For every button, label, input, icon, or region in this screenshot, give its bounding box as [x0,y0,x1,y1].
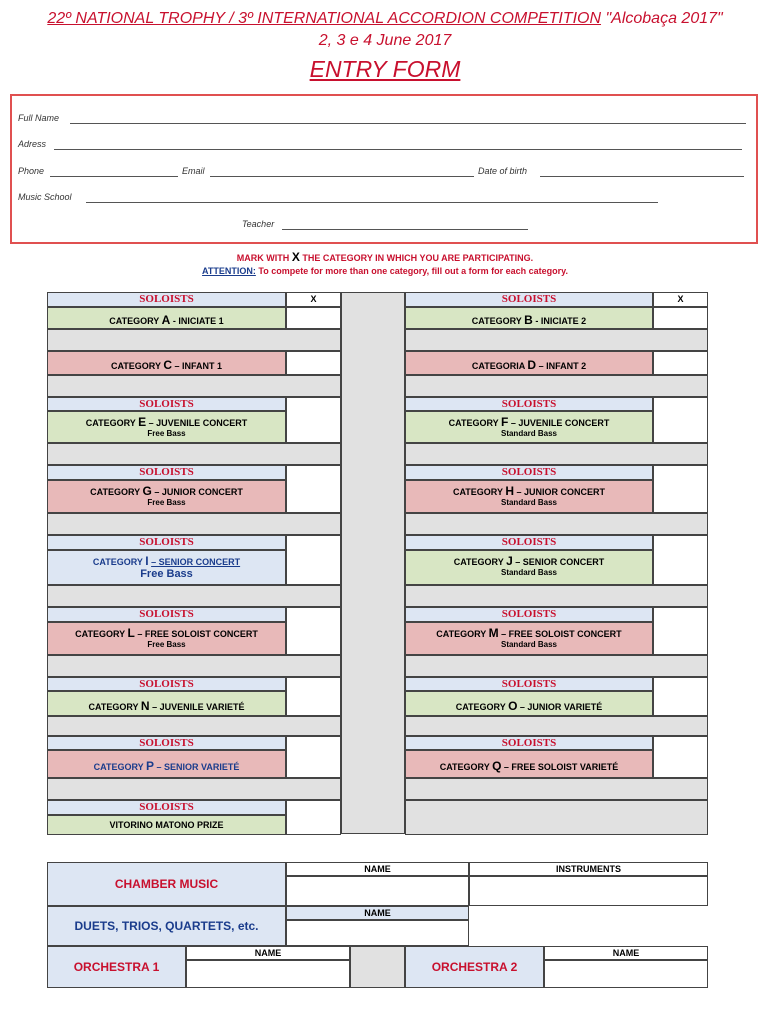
soloists-header-o: SOLOISTS [405,677,653,691]
teacher-field[interactable] [282,229,528,230]
row-spacer [405,375,708,397]
category-letter: E [138,415,147,429]
category-prefix: CATEGORY [439,762,490,772]
category-n-label [48,692,285,713]
attention-note [0,266,770,276]
mark-x: X [291,250,300,264]
row-spacer [47,443,341,465]
category-prefix: CATEGORY [452,487,503,497]
category-e-cell [47,411,286,443]
category-title: - INICIATE 1 [172,316,224,326]
category-a-checkbox[interactable] [286,307,341,329]
category-d-label [406,352,652,372]
category-h-cell [405,480,653,513]
full-name-label: Full Name [18,113,60,123]
category-o-checkbox[interactable] [653,677,708,716]
category-prefix: CATEGORY [110,361,161,371]
category-l-label [48,623,285,640]
category-prefix: CATEGORY [75,629,125,639]
category-m-label [406,623,652,640]
category-n-cell [47,691,286,716]
category-letter: J [506,554,513,568]
row-spacer [47,513,341,535]
category-e-checkbox[interactable] [286,397,341,443]
category-p-cell [47,750,286,778]
orchestra-divider [350,946,405,988]
category-o-cell [405,691,653,716]
category-title: – INFANT 1 [174,361,223,371]
category-prefix: CATEGORY [453,557,504,567]
category-d-cell [405,351,653,375]
category-j-label [406,551,652,568]
category-letter: D [527,358,537,372]
category-title: - INICIATE 2 [535,316,587,326]
chamber-name-field[interactable] [286,876,469,906]
category-title: – JUVENILE CONCERT [510,418,610,428]
category-prefix: CATEGORY [88,701,139,712]
attention-text: To compete for more than one category, fill out a form for each category. [258,266,568,276]
soloists-header-p: SOLOISTS [47,736,286,750]
category-g-label [48,481,285,498]
soloists-header-g: SOLOISTS [47,465,286,480]
category-bass-type: Standard Bass [500,568,558,577]
orchestra-2-label: ORCHESTRA 2 [405,946,544,988]
category-j-checkbox[interactable] [653,535,708,585]
category-h-label [406,481,652,498]
category-title: – JUNIOR CONCERT [516,487,606,497]
category-title: – FREE SOLOIST CONCERT [137,629,258,639]
row-spacer [47,655,341,677]
center-divider [341,292,405,834]
chamber-instruments-header: INSTRUMENTS [469,862,708,876]
category-e-label [48,412,285,429]
soloists-header-i: SOLOISTS [47,535,286,550]
row-spacer [47,778,341,800]
category-letter: G [142,484,152,498]
teacher-label: Teacher [242,219,275,229]
mark-instruction [0,250,770,264]
row-spacer [47,329,341,351]
orchestra-1-name-header: NAME [186,946,350,960]
category-prefix: CATEGORY [85,418,136,428]
phone-field[interactable] [50,176,178,177]
category-bass-type: Standard Bass [500,429,558,438]
soloists-header-e: SOLOISTS [47,397,286,411]
soloists-header-j: SOLOISTS [405,535,653,550]
soloists-header-b: SOLOISTS [405,292,653,307]
category-title: – SENIOR CONCERT [515,557,605,567]
form-title: ENTRY FORM [309,56,461,82]
row-spacer [405,655,708,677]
mark-instruction-b: THE CATEGORY IN WHICH YOU ARE PARTICIPATING. [302,253,534,263]
category-prefix: CATEGORIA [471,361,525,371]
category-bass-type: Free Bass [147,429,186,438]
category-o-label [406,692,652,713]
category-prefix: CATEGORY [455,701,506,712]
duets-name-field[interactable] [286,920,469,946]
category-b-cell [405,307,653,329]
dob-field[interactable] [540,176,744,177]
category-f-label [406,412,652,429]
category-b-checkbox[interactable] [653,307,708,329]
empty-cell [405,800,708,835]
category-q-cell [405,750,653,778]
soloists-header-m: SOLOISTS [405,607,653,622]
category-prefix: CATEGORY [92,557,143,567]
category-letter: I [145,554,149,568]
soloists-header-a: SOLOISTS [47,292,286,307]
category-h-checkbox[interactable] [653,465,708,513]
row-spacer [405,778,708,800]
category-title: – INFANT 2 [538,361,587,371]
soloists-header-h: SOLOISTS [405,465,653,480]
orchestra-2-name-field[interactable] [544,960,708,988]
orchestra-2-name-header: NAME [544,946,708,960]
address-label: Adress [18,139,47,149]
category-m-cell [405,622,653,655]
category-bass-type: Standard Bass [500,498,558,507]
row-spacer [405,513,708,535]
email-label: Email [182,166,205,176]
x-header-left: X [286,292,341,307]
category-q-label [406,751,652,773]
category-title: – JUNIOR VARIETÉ [519,701,603,712]
category-i-checkbox[interactable] [286,535,341,585]
chamber-instruments-field[interactable] [469,876,708,906]
category-letter: B [524,313,533,327]
row-spacer [405,329,708,351]
competition-dates: 2, 3 e 4 June 2017 [318,32,452,49]
category-f-checkbox[interactable] [653,397,708,443]
category-letter: F [500,415,509,429]
address-field[interactable] [54,149,742,150]
category-letter: M [488,626,499,640]
category-letter: N [140,698,150,713]
category-title: – SENIOR CONCERT [151,557,241,567]
dob-label: Date of birth [478,166,528,176]
category-i-label [48,551,285,568]
category-bass-type: Free Bass [140,568,193,580]
category-g-cell [47,480,286,513]
row-spacer [405,585,708,607]
category-title: – JUVENILE CONCERT [148,418,248,428]
category-prefix: CATEGORY [90,487,140,497]
category-c-label [48,352,285,372]
duets-label: DUETS, TRIOS, QUARTETS, etc. [47,906,286,946]
category-bass-type: Free Bass [147,498,186,507]
email-field[interactable] [210,176,474,177]
category-m-checkbox[interactable] [653,607,708,655]
category-n-checkbox[interactable] [286,677,341,716]
prize-cell [47,815,286,835]
competition-name: 22º NATIONAL TROPHY / 3º INTERNATIONAL ACCORDION COMPETITION [47,10,602,27]
category-prefix: CATEGORY [471,316,522,326]
row-spacer [47,375,341,397]
category-letter: C [163,358,172,372]
category-letter: A [161,313,171,327]
category-a-label [48,308,285,327]
category-d-checkbox[interactable] [653,351,708,375]
category-title: – JUVENILE VARIETÉ [152,701,245,712]
category-prefix: CATEGORY [448,418,499,428]
category-q-checkbox[interactable] [653,736,708,778]
category-f-cell [405,411,653,443]
category-title: – JUNIOR CONCERT [154,487,243,497]
chamber-name-header: NAME [286,862,469,876]
category-title: – SENIOR VARIETÉ [156,762,240,772]
orchestra-1-label: ORCHESTRA 1 [47,946,186,988]
category-l-cell [47,622,286,655]
music-school-label: Music School [18,192,72,202]
soloists-header-prize: SOLOISTS [47,800,286,815]
row-spacer [405,716,708,736]
category-p-checkbox[interactable] [286,736,341,778]
category-c-cell [47,351,286,375]
category-prefix: CATEGORY [436,629,487,639]
soloists-header-q: SOLOISTS [405,736,653,750]
competition-edition: "Alcobaça 2017" [605,10,723,27]
category-title: – FREE SOLOIST CONCERT [501,629,622,639]
category-a-cell [47,307,286,329]
attention-label: ATTENTION: [202,266,256,276]
category-g-checkbox[interactable] [286,465,341,513]
category-j-cell [405,550,653,585]
category-c-checkbox[interactable] [286,351,341,375]
category-letter: P [145,759,154,773]
prize-label: VITORINO MATONO PRIZE [109,820,224,830]
category-letter: H [505,484,514,498]
category-letter: L [127,626,135,640]
row-spacer [47,585,341,607]
soloists-header-n: SOLOISTS [47,677,286,691]
soloists-header-f: SOLOISTS [405,397,653,411]
category-letter: O [508,698,518,713]
chamber-music-label: CHAMBER MUSIC [47,862,286,906]
category-b-label [406,308,652,327]
orchestra-1-name-field[interactable] [186,960,350,988]
row-spacer [405,443,708,465]
full-name-field[interactable] [70,123,746,124]
personal-info-box [10,94,758,244]
category-bass-type: Free Bass [147,640,186,649]
soloists-header-l: SOLOISTS [47,607,286,622]
category-prefix: CATEGORY [109,316,160,326]
category-title: – FREE SOLOIST VARIETÉ [503,762,619,772]
category-prefix: CATEGORY [93,762,144,772]
x-header-right: X [653,292,708,307]
duets-name-header: NAME [286,906,469,920]
music-school-field[interactable] [86,202,658,203]
row-spacer [47,716,341,736]
category-l-checkbox[interactable] [286,607,341,655]
phone-label: Phone [18,166,45,176]
competition-title [0,10,770,28]
prize-checkbox[interactable] [286,800,341,835]
category-i-cell [47,550,286,585]
category-bass-type: Standard Bass [500,640,558,649]
mark-instruction-a: MARK WITH [236,253,290,263]
category-p-label [48,751,285,773]
category-letter: Q [492,759,502,773]
